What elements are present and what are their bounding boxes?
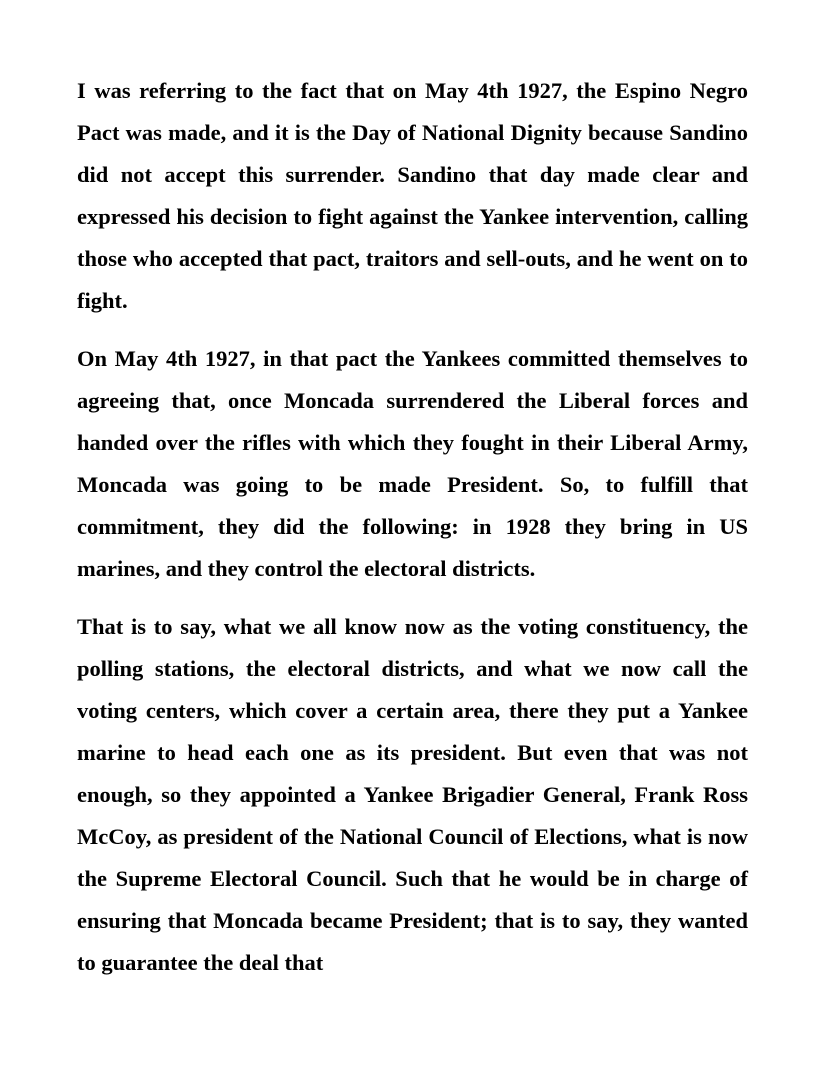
paragraph-3: That is to say, what we all know now as the voting constituency, the polling stations, the electoral districts, and what we now call the voting centers, which cover a certain area, there they put a Yankee marine to head each one as its president. But even that was not enough, so they appointed a Yankee Brigadier General, Frank Ross McCoy, as president of the National Council of Elections, what is now the Supreme Electoral Council. Such that he would be in charge of ensuring that Moncada became President; that is to say, they wanted to guarantee the deal that: [77, 614, 748, 975]
paragraph-1: I was referring to the fact that on May 4th 1927, the Espino Negro Pact was made, and it is the Day of National Dignity because Sandino did not accept this surrender. Sandino that day made clear and expressed his decision to fight against the Yankee intervention, calling those who accepted that pact, traitors and sell-outs, and he went on to fight.: [77, 78, 748, 313]
paragraph-2: On May 4th 1927, in that pact the Yankees committed themselves to agreeing that, once Moncada surrendered the Liberal forces and handed over the rifles with which they fought in their Liberal Army, Moncada was going to be made President. So, to fulfill that commitment, they did the following: in 1928 they bring in US marines, and they control the electoral districts.: [77, 346, 748, 581]
document-page: [77, 70, 748, 1000]
